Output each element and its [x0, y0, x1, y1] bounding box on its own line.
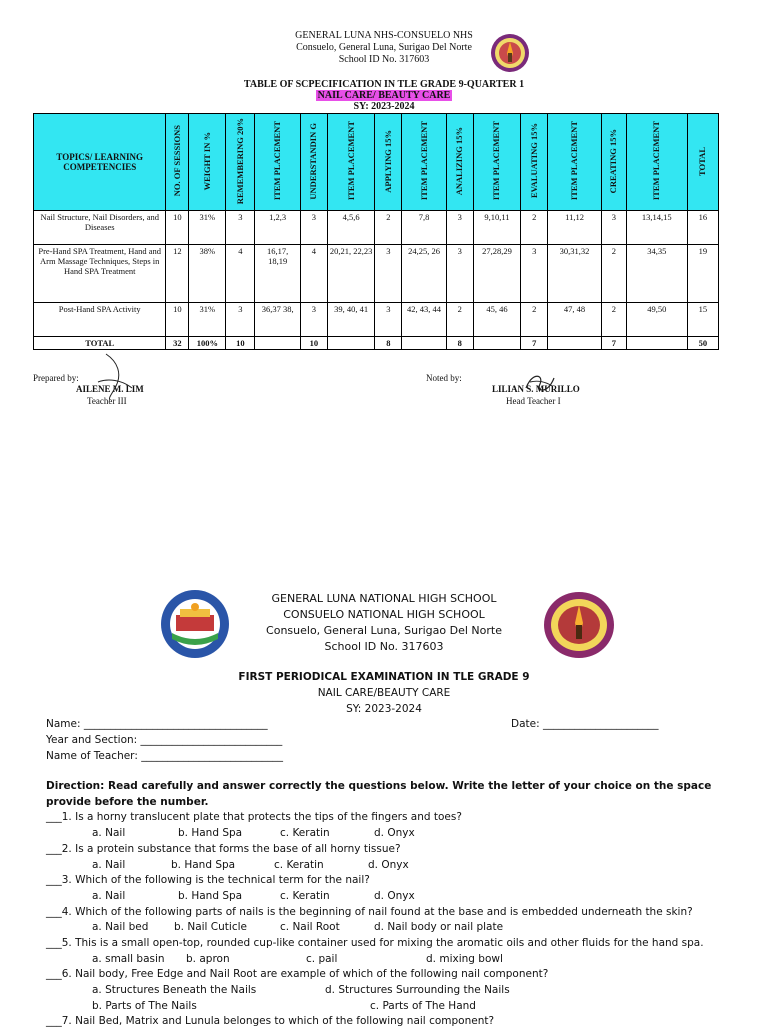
table-row: [34, 303, 719, 337]
name-field[interactable]: Name: ___________________________________: [46, 718, 268, 730]
choice-row: [46, 858, 736, 874]
question-item: ___3. Which of the following is the technical term for the nail?: [46, 874, 370, 887]
row-analyzing: 2: [446, 303, 473, 337]
header-item-placement-2: ITEM PLACEMENT: [345, 121, 356, 201]
choice-a[interactable]: a. Nail: [92, 827, 126, 840]
choice-b[interactable]: b. Hand Spa: [178, 827, 243, 840]
header-item-placement-3: ITEM PLACEMENT: [418, 121, 429, 201]
row-total: 16: [687, 211, 718, 245]
tos-subtitle: NAIL CARE/ BEAUTY CARE: [317, 90, 451, 101]
header-sessions: NO. OF SESSIONS: [171, 125, 182, 197]
row-evaluating-items: 47, 48: [548, 303, 602, 337]
date-field[interactable]: Date: ______________________: [511, 718, 659, 730]
tos-title: TABLE OF SCPECIFICATION IN TLE GRADE 9-QUARTER 1: [243, 79, 525, 90]
choice-b[interactable]: b. Parts of The Nails: [92, 999, 197, 1012]
row-remembering: 3: [226, 211, 255, 245]
header-total: TOTAL: [697, 146, 708, 176]
choice-b[interactable]: b. Hand Spa: [171, 858, 236, 871]
tos-title-block: [0, 79, 768, 112]
choice-a[interactable]: a. Nail bed: [92, 921, 149, 934]
row-weight: 31%: [189, 211, 226, 245]
row-creating-items: 13,14,15: [626, 211, 687, 245]
totals-row: [34, 337, 719, 350]
totals-sessions: 32: [166, 337, 189, 350]
row-analyzing: 3: [446, 245, 473, 303]
row-understanding: 3: [300, 303, 327, 337]
division-seal-icon: [543, 591, 615, 659]
noted-by-role: Head Teacher I: [506, 396, 561, 406]
exam-school-year: SY: 2023-2024: [346, 703, 422, 715]
noted-by-label: Noted by:: [426, 373, 462, 383]
exam-school-line3: Consuelo, General Luna, Surigao Del Norte: [266, 624, 502, 637]
row-evaluating: 3: [521, 245, 548, 303]
choice-c[interactable]: c. Keratin: [274, 858, 324, 871]
exam-school-line4: School ID No. 317603: [324, 640, 444, 653]
choice-a[interactable]: a. Nail: [92, 889, 126, 902]
row-analyzing-items: 45, 46: [473, 303, 521, 337]
question-item: ___7. Nail Bed, Matrix and Lunula belonges to which of the following nail component?: [46, 1015, 495, 1028]
tos-header: [0, 30, 768, 66]
row-understanding-items: 4,5,6: [327, 211, 375, 245]
question-item: ___2. Is a protein substance that forms the base of all horny tissue?: [46, 842, 401, 855]
choice-b[interactable]: b. Hand Spa: [178, 889, 243, 902]
row-evaluating: 2: [521, 211, 548, 245]
table-row: [34, 245, 719, 303]
row-remembering-items: 16,17, 18,19: [255, 245, 301, 303]
row-weight: 38%: [189, 245, 226, 303]
totals-remembering: 10: [226, 337, 255, 350]
totals-creating: 7: [601, 337, 626, 350]
exam-direction: Direction: Read carefully and answer correctly the questions below. Write the letter of your choice on the space provide before the number.: [46, 780, 712, 808]
choice-d[interactable]: d. Onyx: [374, 827, 415, 840]
row-applying: 2: [375, 211, 402, 245]
question-item: ___4. Which of the following parts of nails is the beginning of nail found at the base and is embedded underneath the skin?: [46, 905, 693, 918]
choice-d[interactable]: d. mixing bowl: [426, 952, 503, 965]
row-analyzing-items: 9,10,11: [473, 211, 521, 245]
exam-title: FIRST PERIODICAL EXAMINATION IN TLE GRADE 9: [238, 671, 530, 683]
choice-d[interactable]: d. Onyx: [368, 858, 409, 871]
noted-by-name: LILIAN S. MURILLO: [492, 384, 580, 394]
exam-school-line2: CONSUELO NATIONAL HIGH SCHOOL: [283, 608, 485, 621]
row-evaluating: 2: [521, 303, 548, 337]
header-item-placement-1: ITEM PLACEMENT: [272, 121, 283, 201]
choice-c[interactable]: c. Nail Root: [280, 921, 340, 934]
noted-signature-icon: [522, 370, 558, 396]
totals-weight: 100%: [189, 337, 226, 350]
choice-a[interactable]: a. Nail: [92, 858, 126, 871]
row-evaluating-items: 11,12: [548, 211, 602, 245]
choice-row: [46, 826, 736, 842]
totals-analyzing: 8: [446, 337, 473, 350]
row-topic: Nail Structure, Nail Disorders, and Diseases: [34, 211, 166, 245]
exam-school-header: [0, 591, 768, 655]
table-header-row: [34, 114, 719, 211]
row-creating: 2: [601, 245, 626, 303]
choice-d[interactable]: d. Onyx: [374, 889, 415, 902]
section-field[interactable]: Year and Section: ___________________________: [46, 734, 283, 746]
row-creating-items: 49,50: [626, 303, 687, 337]
row-creating: 2: [601, 303, 626, 337]
row-applying: 3: [375, 303, 402, 337]
row-weight: 31%: [189, 303, 226, 337]
row-sessions: 12: [166, 245, 189, 303]
row-evaluating-items: 30,31,32: [548, 245, 602, 303]
specification-table: [33, 113, 719, 350]
choice-c[interactable]: c. Keratin: [280, 889, 330, 902]
question-item: ___5. This is a small open-top, rounded cup-like container used for mixing the aromatic oils and other fluids for the hand spa.: [46, 936, 704, 949]
choice-c[interactable]: c. Keratin: [280, 827, 330, 840]
row-applying-items: 7,8: [402, 211, 446, 245]
totals-total: 50: [687, 337, 718, 350]
tos-school-year: SY: 2023-2024: [353, 101, 415, 112]
choice-row: [46, 999, 736, 1015]
row-sessions: 10: [166, 211, 189, 245]
header-applying: APPLYING 15%: [382, 129, 393, 193]
tos-school-id: School ID No. 317603: [338, 54, 430, 65]
choice-a[interactable]: a. small basin: [92, 952, 165, 965]
choice-b[interactable]: b. apron: [186, 952, 230, 965]
header-creating: CREATING 15%: [608, 128, 619, 194]
totals-label: TOTAL: [34, 337, 166, 350]
exam-title-block: [0, 669, 768, 717]
row-creating-items: 34,35: [626, 245, 687, 303]
prepared-by-name: AILENE M. LIM: [76, 384, 144, 394]
row-remembering: 3: [226, 303, 255, 337]
choice-b[interactable]: b. Nail Cuticle: [174, 921, 247, 934]
prepared-by-label: Prepared by:: [33, 373, 79, 383]
totals-applying: 8: [375, 337, 402, 350]
row-creating: 3: [601, 211, 626, 245]
row-topic: Pre-Hand SPA Treatment, Hand and Arm Massage Techniques, Steps in Hand SPA Treatment: [34, 245, 166, 303]
choice-c[interactable]: c. pail: [306, 952, 338, 965]
choice-row: [46, 952, 736, 968]
header-topics: TOPICS/ LEARNING COMPETENCIES: [34, 114, 166, 211]
table-row: [34, 211, 719, 245]
prepared-signature-icon: [88, 352, 138, 402]
row-topic: Post-Hand SPA Activity: [34, 303, 166, 337]
row-understanding: 3: [300, 211, 327, 245]
row-understanding-items: 39, 40, 41: [327, 303, 375, 337]
header-item-placement-6: ITEM PLACEMENT: [651, 121, 662, 201]
row-analyzing-items: 27,28,29: [473, 245, 521, 303]
row-applying: 3: [375, 245, 402, 303]
exam-questions: [46, 779, 736, 1030]
header-weight: WEIGHT IN %: [201, 131, 212, 191]
header-understanding: UNDERSTANDIN G: [308, 122, 319, 200]
row-applying-items: 42, 43, 44: [402, 303, 446, 337]
row-remembering-items: 36,37 38,: [255, 303, 301, 337]
row-applying-items: 24,25, 26: [402, 245, 446, 303]
choice-row: [46, 889, 736, 905]
choice-row: [46, 983, 736, 999]
choice-d[interactable]: d. Nail body or nail plate: [374, 921, 504, 934]
row-remembering-items: 1,2,3: [255, 211, 301, 245]
teacher-field[interactable]: Name of Teacher: ___________________________: [46, 750, 283, 762]
exam-subject: NAIL CARE/BEAUTY CARE: [317, 687, 451, 699]
row-understanding-items: 20,21, 22,23: [327, 245, 375, 303]
prepared-by-role: Teacher III: [87, 396, 127, 406]
row-analyzing: 3: [446, 211, 473, 245]
header-analyzing: ANALIZING 15%: [454, 126, 465, 196]
choice-row: [46, 920, 736, 936]
choice-a[interactable]: a. Structures Beneath the Nails: [92, 984, 257, 997]
header-evaluating: EVALUATING 15%: [528, 123, 539, 199]
row-remembering: 4: [226, 245, 255, 303]
row-sessions: 10: [166, 303, 189, 337]
header-item-placement-4: ITEM PLACEMENT: [491, 121, 502, 201]
header-remembering: REMEMBERING 20%: [234, 117, 245, 205]
exam-school-line1: GENERAL LUNA NATIONAL HIGH SCHOOL: [271, 592, 497, 605]
row-total: 15: [687, 303, 718, 337]
row-total: 19: [687, 245, 718, 303]
division-seal-icon: [490, 33, 530, 73]
totals-understanding: 10: [300, 337, 327, 350]
choice-c[interactable]: c. Parts of The Hand: [370, 999, 476, 1012]
question-item: ___1. Is a horny translucent plate that protects the tips of the fingers and toes?: [46, 811, 462, 824]
tos-school-name: GENERAL LUNA NHS-CONSUELO NHS: [295, 30, 473, 41]
totals-evaluating: 7: [521, 337, 548, 350]
question-item: ___6. Nail body, Free Edge and Nail Root are example of which of the following nail component?: [46, 968, 549, 981]
row-understanding: 4: [300, 245, 327, 303]
header-item-placement-5: ITEM PLACEMENT: [569, 121, 580, 201]
tos-school-address: Consuelo, General Luna, Surigao Del Norte: [296, 42, 472, 53]
choice-d[interactable]: d. Structures Surrounding the Nails: [325, 984, 510, 997]
